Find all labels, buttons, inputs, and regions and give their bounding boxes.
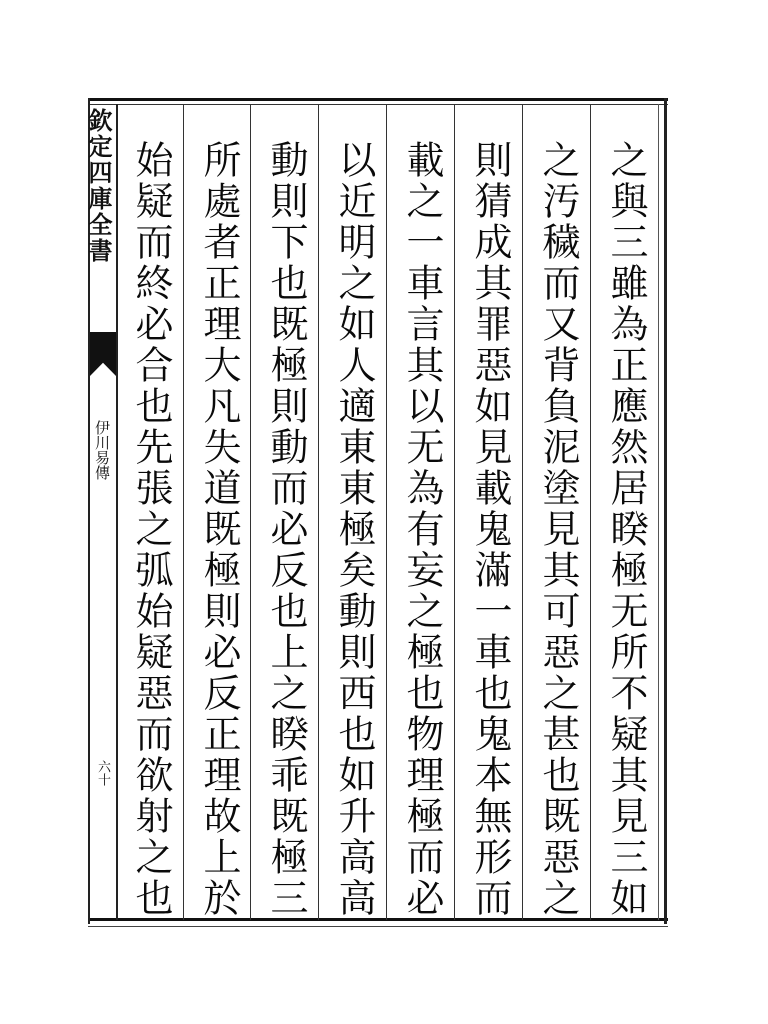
frame-top-border <box>88 98 668 101</box>
text-column-1: 之與三雖為正應然居睽極无所不疑其見三如 <box>604 140 648 919</box>
text-column-3: 則猜成其罪惡如見載鬼滿一車也鬼本無形而 <box>468 140 512 919</box>
frame-right-inner-border <box>658 104 659 920</box>
text-column-5: 以近明之如人適東東極矣動則西也如升高高 <box>332 140 376 919</box>
column-divider <box>183 104 184 920</box>
column-divider <box>318 104 319 920</box>
collection-title: 欽定四庫全書 <box>84 108 113 264</box>
column-divider <box>590 104 591 920</box>
column-divider <box>250 104 251 920</box>
book-title: 伊川易傳 <box>93 420 111 480</box>
text-column-2: 之汚穢而又背負泥塗見其可惡之甚也既惡之 <box>536 140 580 919</box>
frame-bottom-inner-border <box>88 926 668 927</box>
fold-margin-divider <box>116 104 118 920</box>
text-column-6: 動則下也既極則動而必反也上之睽乖既極三 <box>264 140 308 919</box>
frame-right-border <box>664 98 667 924</box>
column-divider <box>522 104 523 920</box>
text-column-8: 始疑而終必合也先張之弧始疑惡而欲射之也 <box>129 140 173 919</box>
page-number: 六十 <box>95 760 110 786</box>
text-column-7: 所處者正理大凡失道既極則必反正理故上於 <box>197 140 241 919</box>
text-column-4: 載之一車言其以无為有妄之極也物理極而必 <box>400 140 444 919</box>
column-divider <box>454 104 455 920</box>
column-divider <box>386 104 387 920</box>
frame-top-inner-border <box>88 104 668 105</box>
